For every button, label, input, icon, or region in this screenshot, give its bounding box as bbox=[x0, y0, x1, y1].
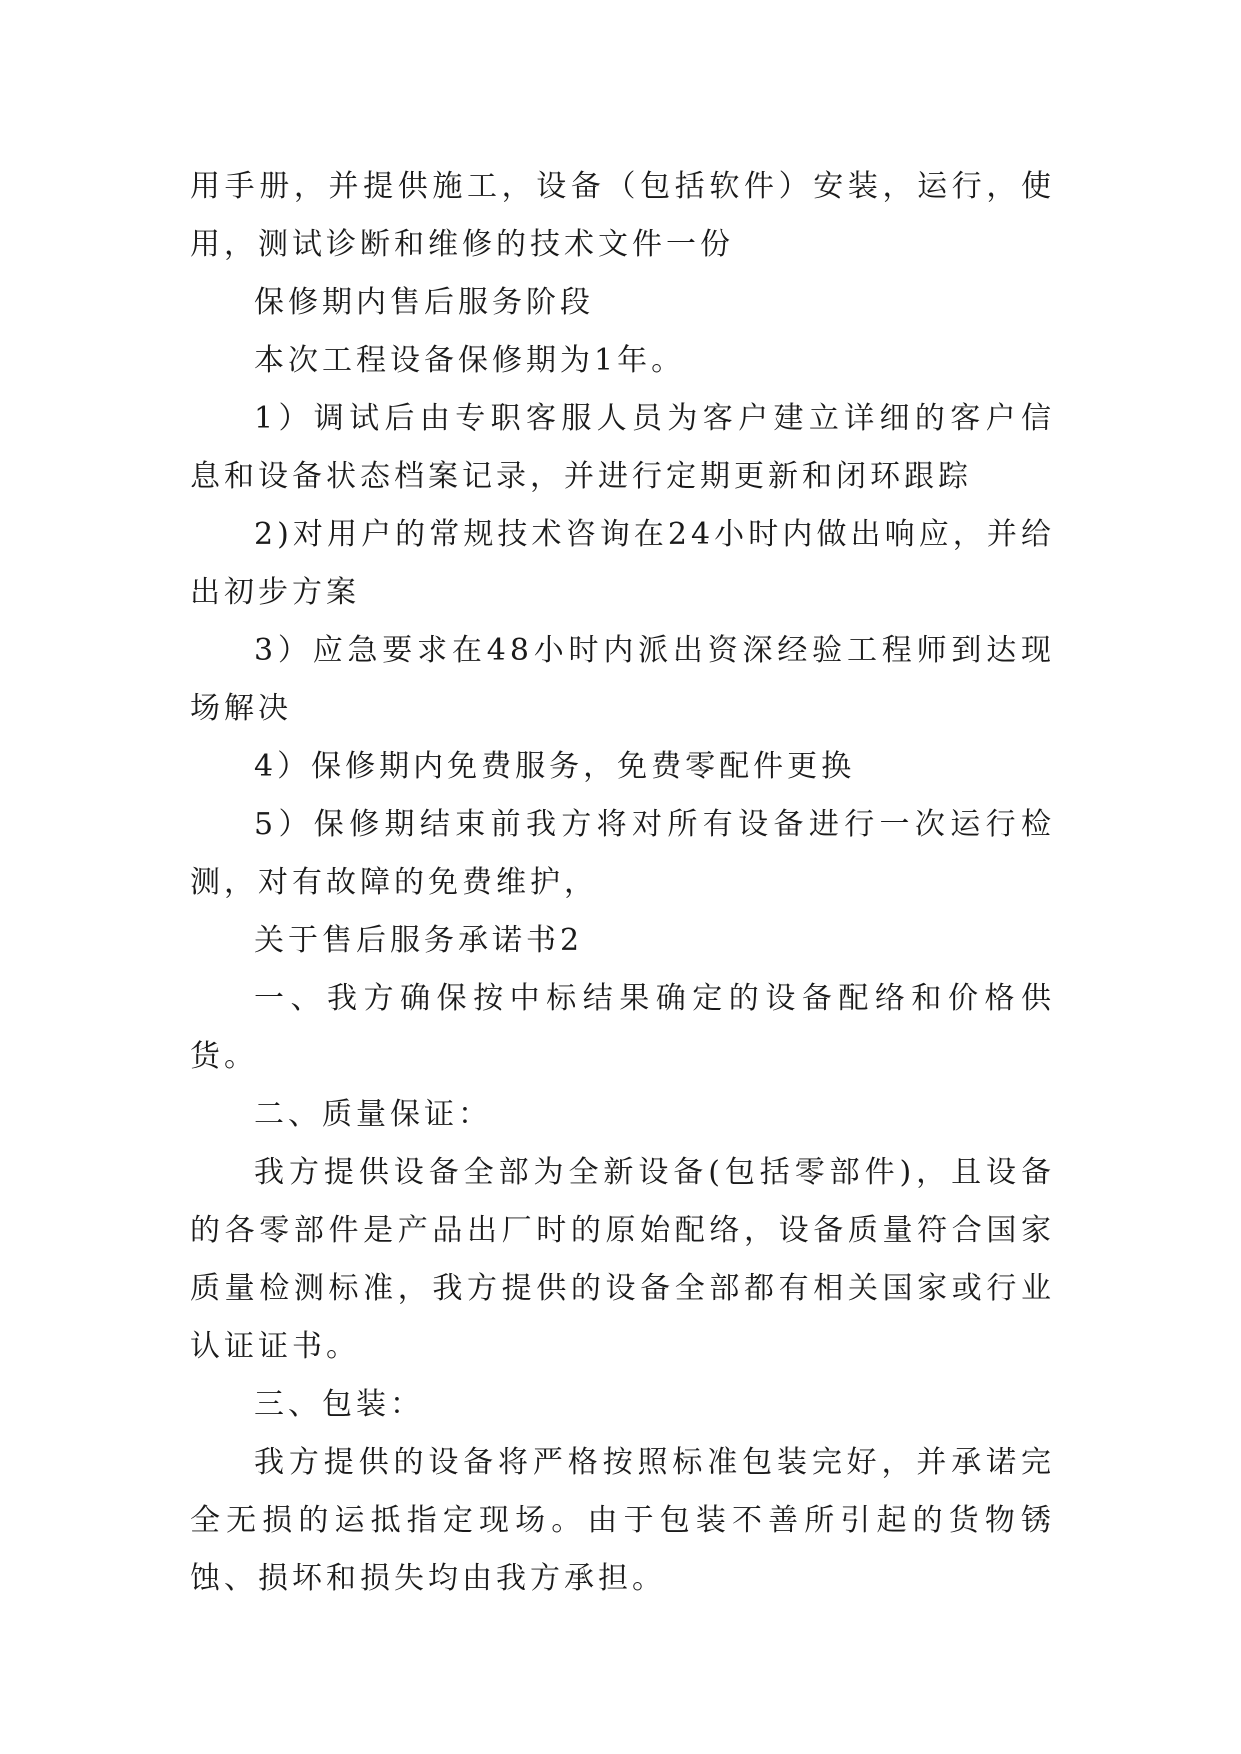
paragraph-item-2: 2)对用户的常规技术咨询在24小时内做出响应，并给出初步方案 bbox=[190, 517, 1055, 610]
paragraph-quality-guarantee: 我方提供设备全部为全新设备(包括零部件)，且设备的各零部件是产品出厂时的原始配络，设备质量符合国家质量检测标准，我方提供的设备全部都有相关国家或行业认证证书。 bbox=[190, 1155, 1055, 1364]
paragraph-warranty-heading: 保修期内售后服务阶段 bbox=[254, 285, 594, 320]
paragraph-packaging: 我方提供的设备将严格按照标准包装完好，并承诺完全无损的运抵指定现场。由于包装不善所引起的货物锈蚀、损坏和损失均由我方承担。 bbox=[190, 1445, 1055, 1596]
section-title-commitment-2: 关于售后服务承诺书2 bbox=[254, 923, 584, 958]
document-body bbox=[190, 158, 1055, 1608]
paragraph-item-1: 1）调试后由专职客服人员为客户建立详细的客户信息和设备状态档案记录，并进行定期更新和闭环跟踪 bbox=[190, 401, 1055, 494]
paragraph-clause-2-heading: 二、质量保证： bbox=[254, 1097, 492, 1132]
paragraph-clause-3-heading: 三、包装： bbox=[254, 1387, 424, 1422]
paragraph-item-4: 4）保修期内免费服务，免费零配件更换 bbox=[254, 749, 856, 784]
paragraph-warranty-period: 本次工程设备保修期为1年。 bbox=[254, 343, 686, 378]
paragraph-manual-continuation: 用手册，并提供施工，设备（包括软件）安装，运行，使用，测试诊断和维修的技术文件一份 bbox=[190, 169, 1055, 262]
paragraph-item-5: 5）保修期结束前我方将对所有设备进行一次运行检测，对有故障的免费维护， bbox=[190, 807, 1055, 900]
paragraph-clause-1: 一、我方确保按中标结果确定的设备配络和价格供货。 bbox=[190, 981, 1055, 1074]
paragraph-item-3: 3）应急要求在48小时内派出资深经验工程师到达现场解决 bbox=[190, 633, 1055, 726]
